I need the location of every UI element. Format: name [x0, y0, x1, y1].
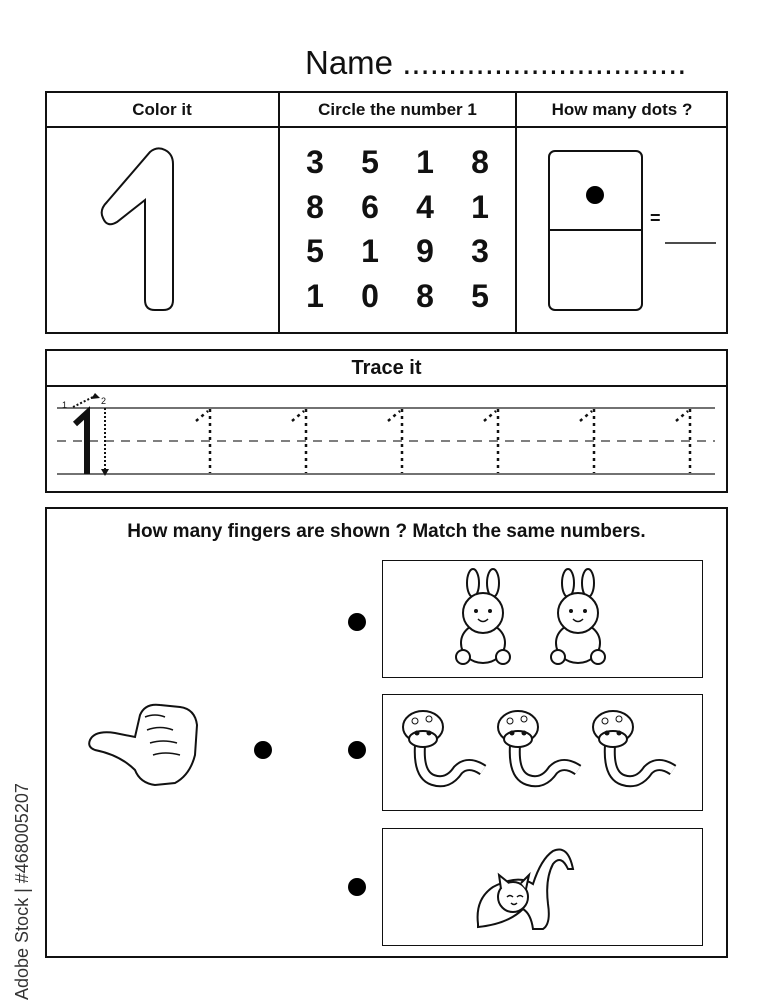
how-many-dots-heading: How many dots ? — [551, 100, 693, 119]
picture-two-bunnies — [382, 560, 703, 678]
match-dot-bunnies[interactable] — [348, 613, 366, 631]
color-it-heading: Color it — [132, 100, 192, 119]
divider — [278, 91, 280, 334]
match-dot-hand[interactable] — [254, 741, 272, 759]
grid-number[interactable]: 1 — [471, 189, 489, 225]
cat-icon — [383, 829, 701, 944]
hand-one-finger-icon — [85, 695, 205, 790]
bunny-icon — [456, 569, 510, 664]
trace-lines[interactable] — [45, 387, 728, 491]
picture-three-snakes — [382, 694, 703, 811]
grid-number[interactable]: 5 — [361, 144, 379, 180]
snake-icon — [498, 711, 578, 781]
bunny-icon — [551, 569, 605, 664]
name-field-label: Name ............................... — [305, 44, 687, 81]
grid-number[interactable]: 8 — [416, 278, 434, 314]
domino — [545, 148, 725, 314]
grid-number[interactable]: 6 — [361, 189, 379, 225]
outlined-digit-one-to-color[interactable] — [95, 140, 195, 320]
grid-number[interactable]: 1 — [416, 144, 434, 180]
grid-number[interactable]: 8 — [306, 189, 324, 225]
grid-number[interactable]: 4 — [416, 189, 434, 225]
trace-it-heading: Trace it — [351, 357, 422, 379]
grid-number[interactable]: 1 — [361, 233, 379, 269]
match-dot-cat[interactable] — [348, 878, 366, 896]
matching-instructions: How many fingers are shown ? Match the same numbers. — [127, 521, 646, 542]
grid-number[interactable]: 5 — [471, 278, 489, 314]
snake-icon — [593, 711, 673, 781]
stroke-label-2: 2 — [101, 396, 107, 406]
circle-number-heading: Circle the number 1 — [318, 100, 477, 119]
equals-sign: = — [650, 208, 661, 228]
match-dot-snakes[interactable] — [348, 741, 366, 759]
grid-number[interactable]: 9 — [416, 233, 434, 269]
grid-number[interactable]: 3 — [306, 144, 324, 180]
grid-number[interactable]: 8 — [471, 144, 489, 180]
grid-number[interactable]: 0 — [361, 278, 379, 314]
grid-number[interactable]: 5 — [306, 233, 324, 269]
watermark: Adobe Stock | #468005207 — [12, 783, 32, 1000]
domino-dot — [586, 186, 604, 204]
picture-one-cat — [382, 828, 703, 946]
grid-number[interactable]: 3 — [471, 233, 489, 269]
grid-number[interactable]: 1 — [306, 278, 324, 314]
snake-icon — [403, 711, 483, 781]
divider — [515, 91, 517, 334]
divider — [45, 126, 728, 128]
stroke-label-1: 1 — [62, 400, 68, 410]
